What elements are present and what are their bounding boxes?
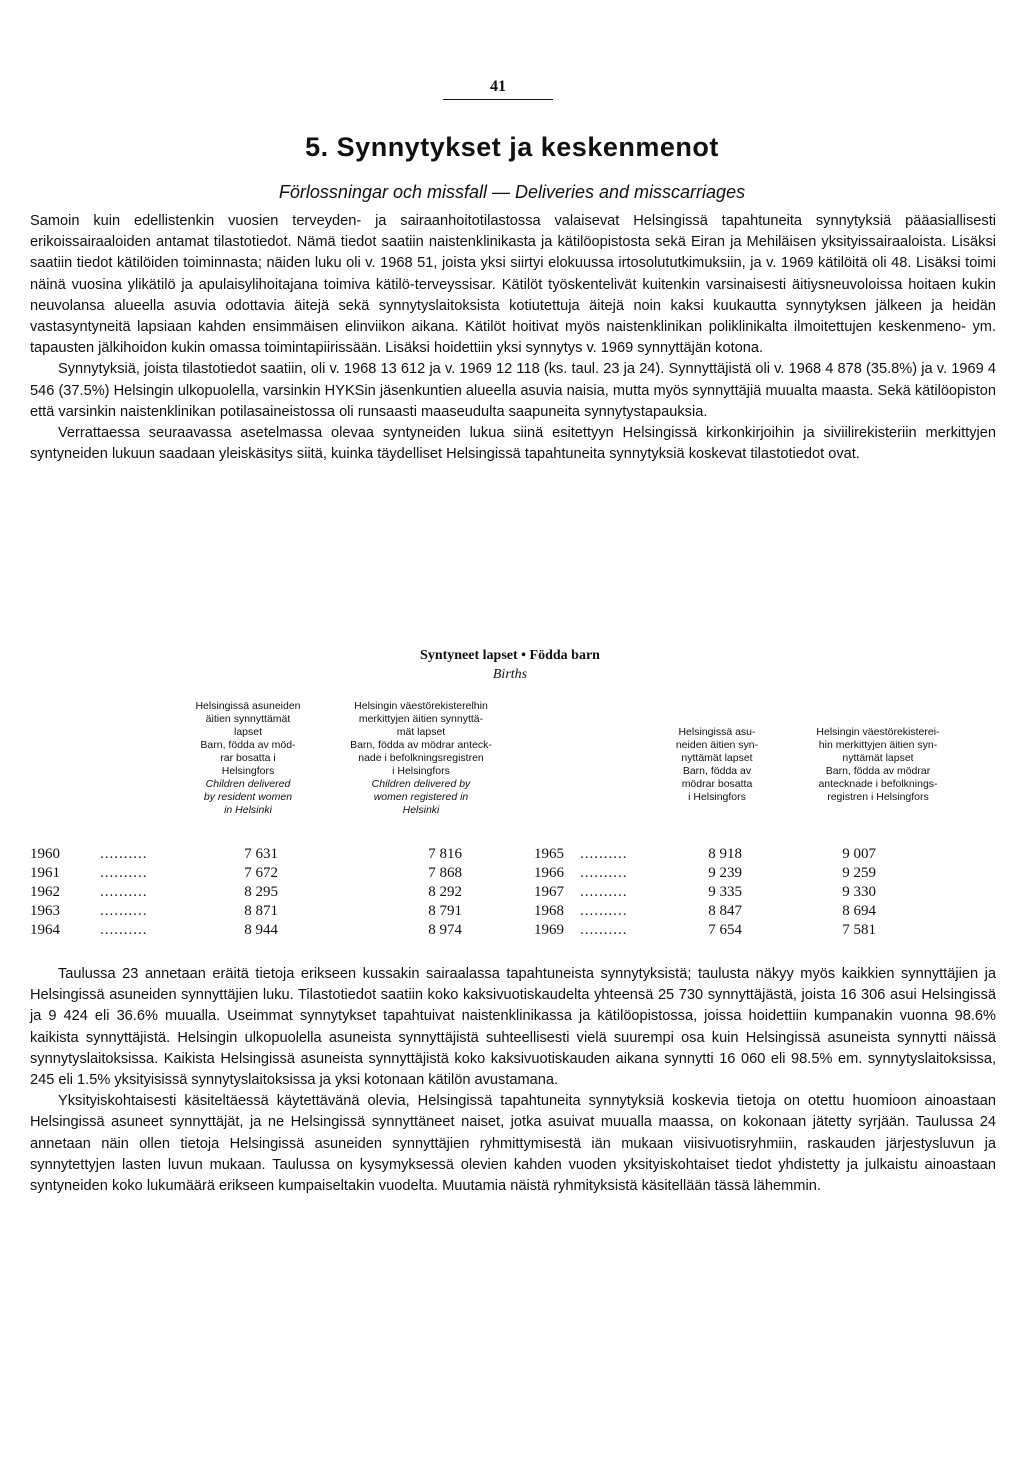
header-line: neiden äitien syn- <box>675 739 759 751</box>
leader-dots: .......... <box>100 884 148 900</box>
year-cell: 1961 <box>30 865 60 881</box>
header-line: i Helsingfors <box>392 765 450 777</box>
header-line-en: Children delivered by <box>371 778 471 790</box>
resident-cell: 8 871 <box>244 903 278 919</box>
year-cell: 1967 <box>534 884 564 900</box>
resident-cell: 9 335 <box>708 884 742 900</box>
leader-dots: .......... <box>580 865 628 881</box>
year-cell: 1962 <box>30 884 60 900</box>
registered-cell: 7 581 <box>842 922 876 938</box>
year-cell: 1963 <box>30 903 60 919</box>
resident-cell: 7 631 <box>244 846 278 862</box>
header-line-en: Children delivered <box>205 778 291 790</box>
header-line: Helsingfors <box>221 765 275 777</box>
header-line: registren i Helsingfors <box>827 791 929 803</box>
header-line: lapset <box>233 726 263 738</box>
section-title: 5. Synnytykset ja keskenmenot <box>305 132 719 162</box>
intro-text <box>30 211 996 465</box>
header-line-en: in Helsinki <box>224 804 272 816</box>
header-resident-right <box>650 726 784 804</box>
table-title: Syntyneet lapset • Födda barn <box>420 648 600 663</box>
leader-dots: .......... <box>100 922 148 938</box>
header-registered-left <box>330 700 512 817</box>
header-line: nyttämät lapset <box>842 752 914 764</box>
registered-cell: 9 330 <box>842 884 876 900</box>
resident-cell: 8 918 <box>708 846 742 862</box>
header-resident-left <box>168 700 328 817</box>
leader-dots: .......... <box>580 884 628 900</box>
registered-cell: 8 292 <box>428 884 462 900</box>
header-line: antecknade i befolknings- <box>818 778 938 790</box>
intro-paragraph-3: Verrattaessa seuraavassa asetelmassa olevaa syntyneiden lukua siinä esitettyyn Helsingissä kirkonkirjoihin ja siviilirekisteriin merkittyjen syntyneiden lukuun saadaan yleiskäsitys siitä, kuinka täydelliset Helsingissä tapahtuneita synnytyksiä koskevat tilastotiedot ovat. <box>30 425 996 463</box>
intro-paragraph-2: Synnytyksiä, joista tilastotiedot saatiin, oli v. 1968 13 612 ja v. 1969 12 118 (ks. taul. 23 ja 24). Synnyttäjistä oli v. 1968 4 878 (35.8%) ja v. 1969 4 546 (37.5%) Helsingin ulkopuolella, varsinkin HYKSin jäsenkuntien alueella asuvia naisia, mutta myös synnyttäjiä muualta maasta. Sekä kätilöopiston että varsinkin naistenklinikan potilasaineistossa oli runsaasti maaseudulta saapuneita synnytystapauksia. <box>30 361 996 420</box>
leader-dots: .......... <box>580 846 628 862</box>
header-line: hin merkittyjen äitien syn- <box>818 739 938 751</box>
table-subtitle: Births <box>492 667 528 682</box>
header-line: Barn, födda av mödrar anteck- <box>350 739 492 751</box>
header-line: Barn, födda av <box>682 765 752 777</box>
registered-cell: 9 259 <box>842 865 876 881</box>
header-line: merkittyjen äitien synnyttä- <box>358 713 484 725</box>
header-line: nyttämät lapset <box>681 752 753 764</box>
resident-cell: 8 847 <box>708 903 742 919</box>
registered-cell: 8 791 <box>428 903 462 919</box>
header-line: nade i befolkningsregistren <box>358 752 484 764</box>
resident-cell: 7 654 <box>708 922 742 938</box>
year-cell: 1968 <box>534 903 564 919</box>
header-line: i Helsingfors <box>688 791 746 803</box>
section-subtitle: Förlossningar och missfall — Deliveries and misscarriages <box>278 182 746 202</box>
year-cell: 1969 <box>534 922 564 938</box>
header-line-en: by resident women <box>203 791 293 803</box>
header-line: Helsingissä asuneiden <box>195 700 301 712</box>
leader-dots: .......... <box>100 903 148 919</box>
registered-cell: 7 868 <box>428 865 462 881</box>
header-line: Barn, födda av mödrar <box>825 765 931 777</box>
resident-cell: 9 239 <box>708 865 742 881</box>
resident-cell: 7 672 <box>244 865 278 881</box>
resident-cell: 8 295 <box>244 884 278 900</box>
header-registered-right <box>792 726 964 804</box>
year-cell: 1964 <box>30 922 60 938</box>
registered-cell: 7 816 <box>428 846 462 862</box>
header-line: mät lapset <box>396 726 446 738</box>
leader-dots: .......... <box>100 865 148 881</box>
header-line: mödrar bosatta <box>681 778 753 790</box>
header-line-en: Helsinki <box>402 804 440 816</box>
header-line: äitien synnyttämät <box>205 713 291 725</box>
resident-cell: 8 944 <box>244 922 278 938</box>
analysis-paragraph-1: Taulussa 23 annetaan eräitä tietoja erikseen kussakin sairaalassa tapahtuneista synnytyksistä; taulusta näkyy myös kaikkien synnyttäjien ja Helsingissä asuneiden synnyttäjien luku. Tilastotiedot saatiin koko kaksivuotiskaudelta yhteensä 25 730 synnyttäjästä, joista 16 306 asui Helsingissä ja 9 424 eli 36.6% muualla. Useimmat synnytykset tapahtuivat naistenklinikassa ja kätilöopistossa, joissa hoidettiin kumpanakin vuonna 98.6% kaikista synnyttäjistä. Helsingin ulkopuolella asuneista synnyttäjistä suhteellisesti vielä suurempi osa kuin Helsingissä asuneista synnytti näissä synnytyslaitoksissa. Kaikista Helsingissä asuneista synnyttäjistä koko kaksivuotiskauden aikana synnytti 16 060 eli 98.5% em. synnytyslaitoksissa, 245 eli 1.5% yksityisissä synnytyslaitoksissa ja yksi kotonaan kätilön avustamana. <box>30 966 996 1089</box>
header-line: Helsingissä asu- <box>678 726 756 738</box>
registered-cell: 8 974 <box>428 922 462 938</box>
header-line: Helsingin väestörekisterelhin <box>354 700 488 712</box>
header-line: rar bosatta i <box>220 752 276 764</box>
analysis-paragraph-2: Yksityiskohtaisesti käsiteltäessä käytettävänä olevia, Helsingissä tapahtuneita synnytyksiä koskevia tietoja on otettu huomioon ainoastaan Helsingissä asuneet synnyttäjät, ja ne Helsingissä synnyttäneet naiset, jotka asuivat muualla maassa, on kokonaan jätetty syrjään. Taulussa 24 annetaan näin ollen tietoja Helsingissä asuneiden synnyttäjien ryhmittymisestä iän mukaan viisivuotisryhmiin, raskauden järjestysluvun ja synnytettyjen lasten luvun mukaan. Taulussa on kysymyksessä olevien kahden vuoden yksityiskohtaiset tiedot yhdistetty ja julkaistu ainoastaan syntyneiden koko lukumäärä erikseen kumpaiseltakin vuodelta. Muutamia näistä ryhmityksistä käsitellään tässä lähemmin. <box>30 1093 996 1195</box>
registered-cell: 9 007 <box>842 846 876 862</box>
header-line: Helsingin väestörekisterei- <box>816 726 940 738</box>
registered-cell: 8 694 <box>842 903 876 919</box>
leader-dots: .......... <box>580 903 628 919</box>
year-cell: 1965 <box>534 846 564 862</box>
leader-dots: .......... <box>100 846 148 862</box>
year-cell: 1966 <box>534 865 564 881</box>
leader-dots: .......... <box>580 922 628 938</box>
header-line: Barn, födda av möd- <box>200 739 296 751</box>
year-cell: 1960 <box>30 846 60 862</box>
analysis-text <box>30 964 996 1197</box>
intro-paragraph-1: Samoin kuin edellistenkin vuosien terveyden- ja sairaanhoitotilastossa valaisevat Helsingissä tapahtuneita synnytyksiä pääasiallisesti erikoissairaaloiden antamat tilastotiedot. Nämä tiedot saatiin naistenklinikasta ja kätilöopistosta sekä Eiran ja Mehiläisen yksityissairaaloista. Lisäksi saatiin tiedot kätilöiden toiminnasta; näiden luku oli v. 1968 51, joista yksi siirtyi elokuussa irtosolututkimuksiin, ja v. 1969 kätilöitä oli 48. Lisäksi toimi näinä vuosina ylikätilö ja apulaisylihoitajana toimiva kätilö-terveyssisar. Kätilöt työskentelivät kuitenkin varsinaisesti äitiysneuvoloissa hoitaen kukin neuvolansa alueella asuvia odottavia äitejä sekä synnytyslaitoksista kotiutettuja äitejä noin kaksi kuukautta synnytyksen jälkeen ja heidän vastasyntyneitä lapsiaan kahden ensimmäisen elinviikon aikana. Kätilöt hoitivat myös naistenklinikan poliklinikalta ilmoitettujen keskenmeno- ym. tapausten jälkihoidon kukin omassa toimintapiirissään. Lisäksi hoidettiin yksi synnytys v. 1969 synnyttäjän kotona. <box>30 213 996 357</box>
page-number: 41 <box>443 78 553 100</box>
header-line-en: women registered in <box>373 791 469 803</box>
